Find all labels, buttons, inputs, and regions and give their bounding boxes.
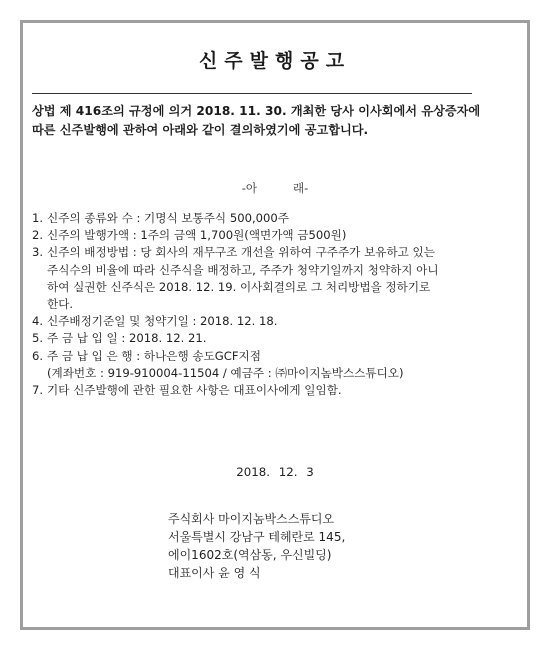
item-body <box>47 348 477 382</box>
item-line: (계좌번호 : 919-910004-11504 / 예금주 : ㈜마이지놈박스스튜디오) <box>47 365 404 380</box>
address-line-2: 에이1602호(역삼동, 우신빌딩) <box>168 548 332 562</box>
item-line: 주식수의 비율에 따라 신주식을 배정하고, 주주가 청약기일까지 청약하지 아니 <box>47 262 439 277</box>
item-line: 주 금 납 입 일 : 2018. 12. 21. <box>47 331 207 346</box>
list-item <box>32 244 477 313</box>
item-list <box>32 210 477 399</box>
ceo-name: 대표이사 윤 영 식 <box>168 566 261 580</box>
item-line: 신주의 발행가액 : 1주의 금액 1,700원(액면가액 금500원) <box>47 228 347 243</box>
list-item <box>32 313 477 330</box>
list-item <box>32 382 477 399</box>
item-number: 1. <box>32 211 44 225</box>
item-number: 7. <box>32 383 44 398</box>
section-marker <box>0 180 550 196</box>
intro-paragraph: 상법 제 416조의 규정에 의거 2018. 11. 30. 개최한 당사 이사회에서 유상증자에 따른 신주발행에 관하여 아래와 같이 결의하였기에 공고합니다. <box>32 104 481 137</box>
item-body <box>47 227 477 244</box>
address-line-1: 서울특별시 강남구 테헤란로 145, <box>168 530 346 544</box>
item-body <box>47 313 477 330</box>
item-line: 신주의 배정방법 : 당 회사의 재무구조 개선을 위하여 구주주가 보유하고 있는 <box>47 245 435 260</box>
section-marker-left: -아 <box>241 181 257 195</box>
item-number: 4. <box>32 314 44 329</box>
item-body <box>47 330 477 347</box>
notice-title: 신주발행공고 <box>198 50 352 72</box>
item-number: 5. <box>32 331 44 346</box>
item-body <box>47 382 477 399</box>
item-number: 6. <box>32 348 44 363</box>
list-item <box>32 330 477 347</box>
item-line: 주 금 납 입 은 행 : 하나은행 송도GCF지점 <box>47 348 261 363</box>
list-item <box>32 210 477 227</box>
list-item <box>32 227 477 244</box>
company-name: 주식회사 마이지놈박스스튜디오 <box>168 512 335 526</box>
notice-date: 2018. 12. 3 <box>236 465 314 479</box>
item-line: 한다. <box>47 297 74 312</box>
item-number: 2. <box>32 228 44 243</box>
section-marker-right: 래- <box>293 181 309 195</box>
item-body <box>47 210 477 227</box>
item-number: 3. <box>32 245 44 260</box>
item-line: 하여 실권한 신주식은 2018. 12. 19. 이사회결의로 그 처리방법을 정하기로 <box>47 279 431 294</box>
item-line: 신주배정기준일 및 청약기일 : 2018. 12. 18. <box>47 314 278 329</box>
signer-block <box>168 510 345 582</box>
title-divider <box>32 93 472 94</box>
item-body <box>47 244 477 313</box>
list-item <box>32 348 477 382</box>
item-line: 신주의 종류와 수 : 기명식 보통주식 500,000주 <box>47 211 289 225</box>
item-line: 기타 신주발행에 관한 필요한 사항은 대표이사에게 일임함. <box>47 383 342 398</box>
